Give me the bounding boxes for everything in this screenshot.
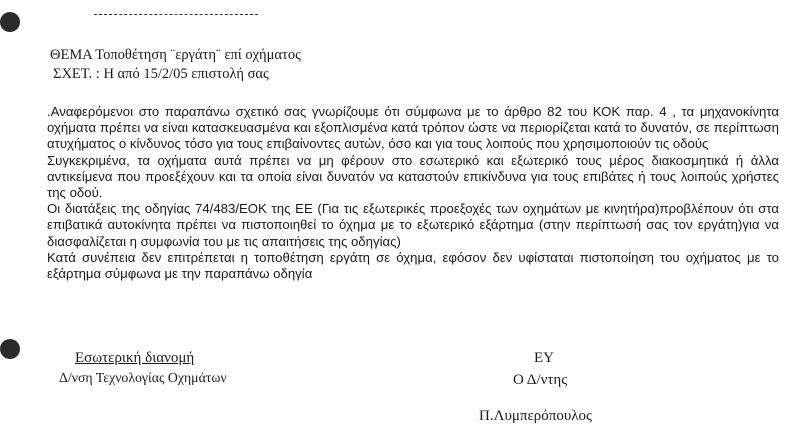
body-paragraph-2: Συγκεκριμένα, τα οχήματα αυτά πρέπει να μη φέρουν στο εσωτερικό και εξωτερικό τους μέρος διακοσμητικά ή άλλα αντικείμενα που προεξέχουν και τα οποία είναι δυνατόν να καταστούν επικίνδυνα για τους επιβάτες ή τους λοιπούς χρήστες της οδού. [47, 152, 779, 201]
signature-role: Ο Δ/ντης [513, 372, 568, 388]
body-paragraph-1: .Αναφερόμενοι στο παραπάνω σχετικό σας γνωρίζουμε ότι σύμφωνα με το άρθρο 82 του ΚΟΚ παρ. 4 , τα μηχανοκίνητα οχήματα πρέπει να είναι κατασκευασμένα και εξοπλισμένα κατά τρόπον ώστε να περιορίζεται κατά το δυνατόν, σε περίπτωση ατυχήματος ο κίνδυνος τόσο για τους επιβαίνοντες αυτών, όσο και για τους λοιπούς που χρησιμοποιούν τις οδούς [47, 104, 779, 152]
signature-name: Π.Λυμπερόπουλος [479, 408, 592, 424]
subject-theme: ΘΕΜΑ Τοποθέτηση ¨εργάτη¨ επί οχήματος [50, 47, 301, 63]
punch-hole-top [0, 12, 20, 32]
distribution-title: Εσωτερική διανομή [75, 350, 195, 366]
subject-block [50, 46, 301, 84]
signature-organization: ΕΥ [534, 350, 554, 366]
subject-reference: ΣΧΕΤ. : Η από 15/2/05 επιστολή σας [53, 66, 269, 82]
body-paragraph-3: Οι διατάξεις της οδηγίας 74/483/ΕΟΚ της ΕΕ (Για τις εξωτερικές προεξοχές των οχημάτων με κινητήρα)προβλέπουν ότι στα επιβατικά αυτοκίνητα πρέπει να πιστοποιηθεί το όχημα με το εξωτερικό εξάρτημα (στην περίπτωσή σας τον εργάτη)για να διασφαλίζεται η συμφωνία του με τις απαιτήσεις της οδηγίας) [47, 201, 779, 249]
header-dash-line [94, 14, 258, 15]
distribution-recipient: Δ/νση Τεχνολογίας Οχημάτων [59, 370, 227, 385]
punch-hole-bottom [0, 339, 20, 359]
letter-body [47, 104, 779, 282]
body-paragraph-4: Κατά συνέπεια δεν επιτρέπεται η τοποθέτηση εργάτη σε όχημα, εφόσον δεν υφίσταται πιστοποίηση του οχήματος με το εξάρτημα σύμφωνα με την παραπάνω οδηγία [47, 249, 779, 282]
